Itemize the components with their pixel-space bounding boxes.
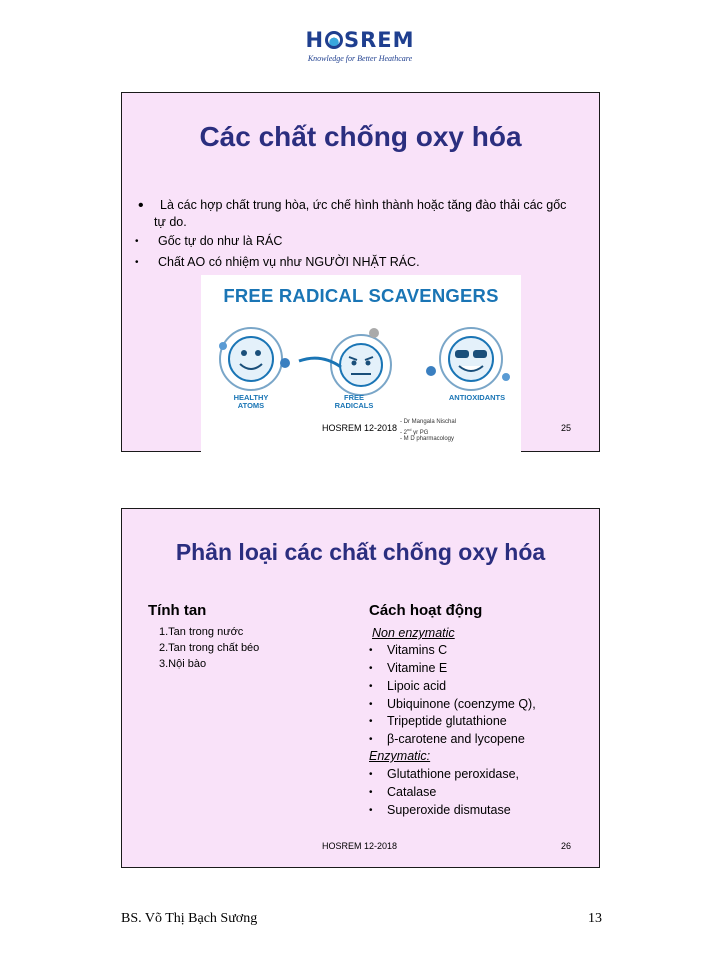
slide-title: Các chất chống oxy hóa	[199, 121, 522, 152]
bullet-marker: •	[369, 769, 373, 780]
solubility-item: 3.Nội bào	[159, 658, 207, 670]
non-enzymatic-item: Tripeptide glutathione	[387, 714, 507, 728]
image-title: FREE RADICAL SCAVENGERS	[223, 285, 499, 306]
globe-icon	[325, 31, 343, 49]
bullet-marker: •	[138, 197, 144, 214]
non-enzymatic-item: Vitamine E	[387, 661, 448, 675]
non-enzymatic-item: Ubiquinone (coenzyme Q),	[387, 697, 536, 711]
enzymatic-item: Superoxide dismutase	[387, 803, 511, 817]
enzymatic-item: Glutathione peroxidase,	[387, 767, 520, 781]
slide-footer: HOSREM 12-2018	[322, 423, 398, 433]
non-enzymatic-item: β-carotene and lycopene	[387, 732, 525, 746]
bullet-marker: •	[369, 663, 373, 674]
slide-title: Phân loại các chất chống oxy hóa	[175, 539, 546, 565]
bullet-text-cont: tự do.	[154, 215, 187, 229]
enzymatic-item: Catalase	[387, 785, 437, 799]
slide-number: 26	[561, 841, 572, 851]
bullet-marker: •	[369, 805, 373, 816]
bullet-marker: •	[369, 734, 373, 745]
mechanism-heading: Cách hoạt động	[369, 602, 483, 619]
hosrem-logo	[290, 26, 430, 70]
slide-26	[121, 508, 600, 868]
image-credit-3: - M D pharmacology	[400, 436, 455, 442]
bullet-text: Là các hợp chất trung hòa, ức chế hình thành hoặc tăng đào thải các gốc	[160, 198, 567, 212]
bullet-marker: •	[369, 681, 373, 692]
antioxidant-icon	[426, 328, 510, 390]
bullet-marker: •	[135, 236, 139, 247]
healthy-atom-icon	[219, 328, 290, 390]
image-credit-1: - Dr Mangala Nischal	[400, 419, 457, 425]
slide-25	[121, 92, 600, 452]
solubility-item: 2.Tan trong chất béo	[159, 642, 260, 654]
non-enzymatic-label: Non enzymatic	[372, 626, 455, 640]
solubility-heading: Tính tan	[148, 602, 207, 619]
antioxidants-label: ANTIOXIDANTS	[448, 393, 506, 402]
bullet-text: Chất AO có nhiệm vụ như NGƯỜI NHẶT RÁC.	[158, 255, 420, 269]
bullet-marker: •	[369, 699, 373, 710]
non-enzymatic-item: Lipoic acid	[387, 679, 447, 693]
bullet-marker: •	[135, 257, 139, 268]
slide-number: 25	[561, 423, 572, 433]
slide-footer: HOSREM 12-2018	[322, 841, 398, 851]
solubility-item: 1.Tan trong nước	[159, 626, 244, 638]
logo-wordmark: H SREM	[305, 28, 415, 52]
logo-tagline: Knowledge for Better Heathcare	[307, 54, 413, 63]
bullet-text: Gốc tự do như là RÁC	[158, 234, 283, 248]
image-credit-2: - 2nd yr PG	[400, 427, 429, 436]
free-radical-icon	[299, 328, 391, 395]
free-radicals-label: FREE RADICALS	[334, 393, 374, 410]
page-number: 13	[588, 911, 602, 926]
bullet-marker: •	[369, 645, 373, 656]
bullet-marker: •	[369, 787, 373, 798]
non-enzymatic-item: Vitamins C	[387, 643, 448, 657]
healthy-atoms-label: HEALTHY ATOMS	[233, 393, 269, 410]
enzymatic-label: Enzymatic:	[369, 749, 431, 763]
bullet-marker: •	[369, 716, 373, 727]
author-footer: BS. Võ Thị Bạch Sương	[121, 911, 258, 926]
